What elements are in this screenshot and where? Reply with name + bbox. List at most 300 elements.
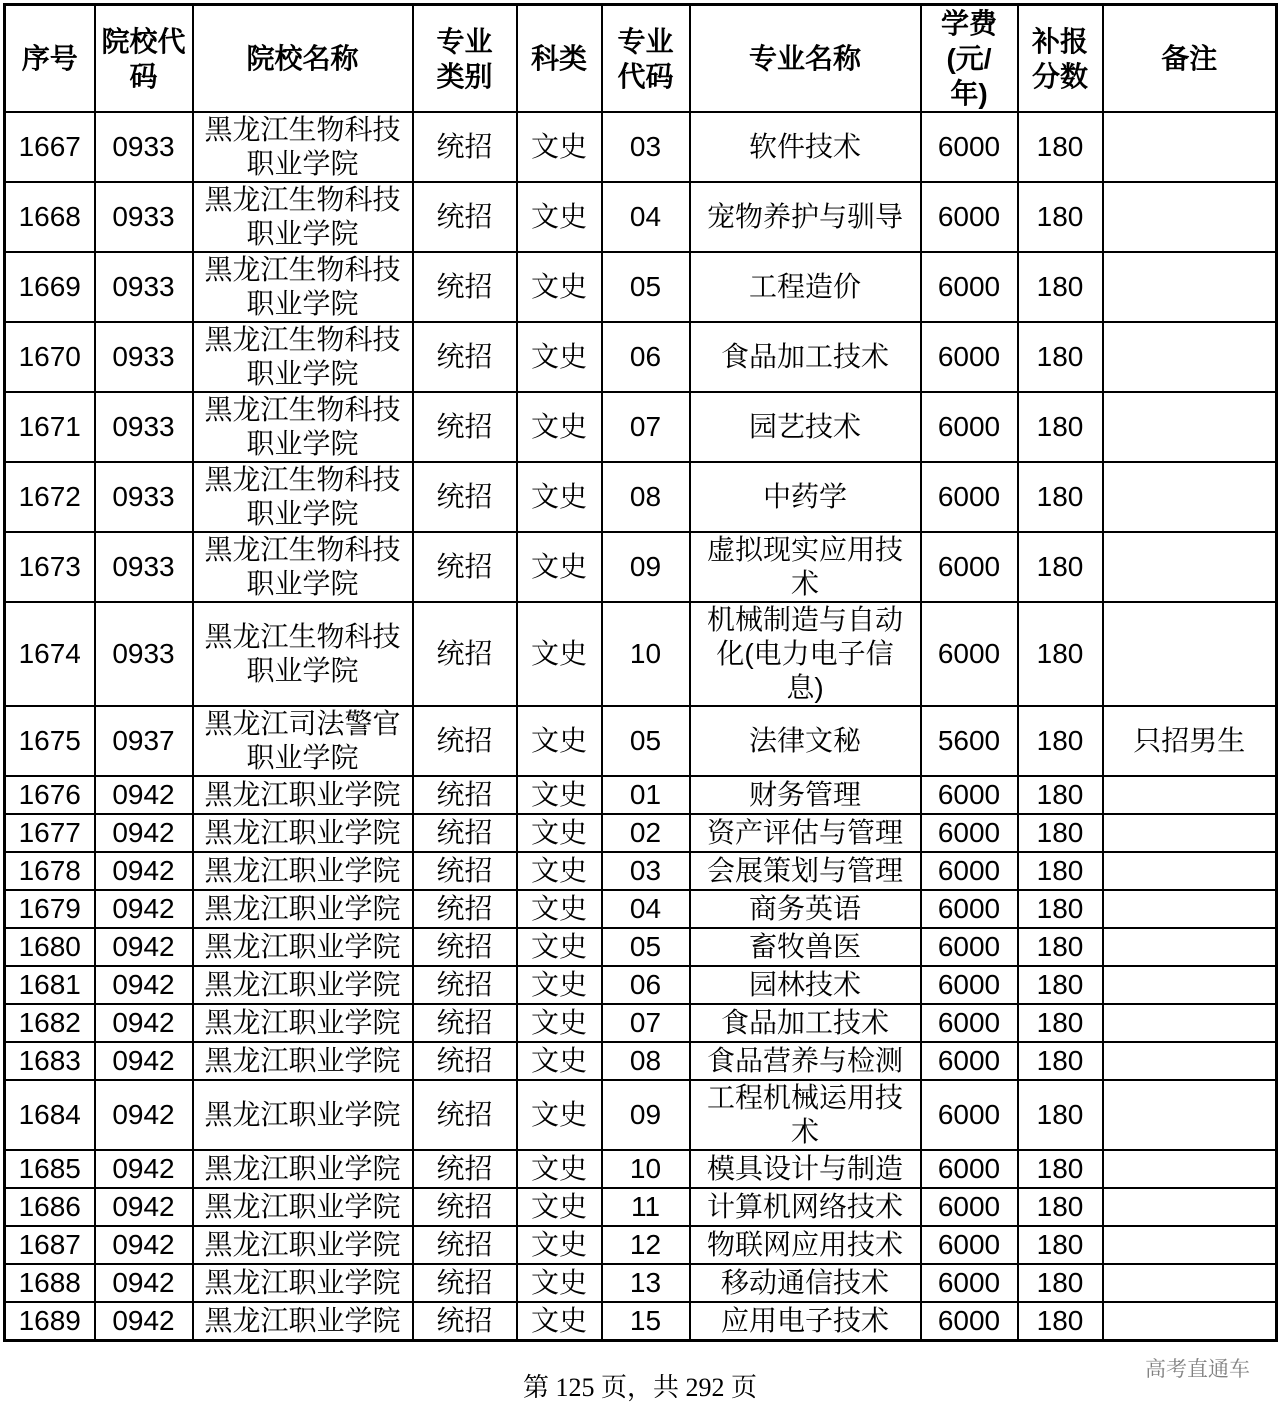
cell-score: 180 — [1018, 1042, 1103, 1080]
cell-school-name — [193, 1080, 413, 1150]
cell-tuition: 6000 — [921, 814, 1018, 852]
header-subject: 科类 — [517, 5, 602, 113]
cell-school-name-text: 黑龙江职业学院 — [204, 779, 401, 810]
cell-score: 180 — [1018, 392, 1103, 462]
cell-note — [1103, 814, 1277, 852]
cell-subject: 文史 — [517, 814, 602, 852]
cell-score: 180 — [1018, 1264, 1103, 1302]
cell-school-code: 0942 — [95, 890, 193, 928]
cell-major-name — [690, 1042, 921, 1080]
cell-major-name-text: 畜牧兽医 — [748, 931, 861, 962]
cell-major-code: 08 — [602, 1042, 690, 1080]
cell-major-type: 统招 — [413, 1150, 517, 1188]
cell-note — [1103, 1264, 1277, 1302]
cell-major-name-text: 工程造价 — [748, 271, 861, 302]
table-body — [5, 112, 1277, 1341]
header-school-name: 院校名称 — [193, 5, 413, 113]
cell-score: 180 — [1018, 1150, 1103, 1188]
header-major-code: 专业 代码 — [602, 5, 690, 113]
cell-tuition: 6000 — [921, 602, 1018, 706]
cell-score: 180 — [1018, 1226, 1103, 1264]
cell-seq: 1685 — [5, 1150, 95, 1188]
header-major-name: 专业名称 — [690, 5, 921, 113]
cell-score: 180 — [1018, 1302, 1103, 1341]
cell-major-name-text: 财务管理 — [748, 779, 861, 810]
cell-major-name-text: 软件技术 — [748, 131, 861, 162]
watermark-text: 高考直通车 — [1145, 1357, 1250, 1381]
cell-major-name — [690, 252, 921, 322]
cell-note — [1103, 1188, 1277, 1226]
cell-score: 180 — [1018, 1004, 1103, 1042]
table-row — [5, 928, 1277, 966]
cell-major-name-text: 法律文秘 — [748, 725, 861, 756]
cell-major-type: 统招 — [413, 1042, 517, 1080]
cell-major-type: 统招 — [413, 1080, 517, 1150]
cell-school-name — [193, 1302, 413, 1341]
cell-subject: 文史 — [517, 890, 602, 928]
cell-school-name — [193, 1226, 413, 1264]
cell-school-name — [193, 928, 413, 966]
cell-major-name — [690, 532, 921, 602]
cell-school-name — [193, 776, 413, 814]
table-row — [5, 1042, 1277, 1080]
cell-major-name-text: 宠物养护与驯导 — [706, 201, 903, 232]
cell-tuition: 6000 — [921, 852, 1018, 890]
cell-tuition: 6000 — [921, 322, 1018, 392]
cell-seq: 1674 — [5, 602, 95, 706]
cell-subject: 文史 — [517, 1150, 602, 1188]
cell-score: 180 — [1018, 602, 1103, 706]
cell-school-name — [193, 462, 413, 532]
cell-tuition: 6000 — [921, 1004, 1018, 1042]
cell-seq: 1667 — [5, 112, 95, 182]
cell-seq: 1680 — [5, 928, 95, 966]
cell-school-code: 0933 — [95, 602, 193, 706]
cell-major-code: 07 — [602, 392, 690, 462]
cell-major-type: 统招 — [413, 532, 517, 602]
cell-school-name-text: 黑龙江职业学院 — [204, 893, 401, 924]
header-major-type: 专业 类别 — [413, 5, 517, 113]
table-row — [5, 182, 1277, 252]
cell-note — [1103, 112, 1277, 182]
cell-school-name-text: 黑龙江生物科技职业学院 — [204, 324, 401, 389]
cell-major-name — [690, 706, 921, 776]
cell-major-code: 09 — [602, 532, 690, 602]
cell-major-code: 03 — [602, 852, 690, 890]
table-row — [5, 1264, 1277, 1302]
cell-major-type: 统招 — [413, 252, 517, 322]
cell-tuition: 5600 — [921, 706, 1018, 776]
cell-major-name-text: 中药学 — [762, 481, 847, 512]
cell-school-name-text: 黑龙江生物科技职业学院 — [204, 464, 401, 529]
cell-major-code: 05 — [602, 706, 690, 776]
cell-school-name — [193, 392, 413, 462]
cell-tuition: 6000 — [921, 890, 1018, 928]
cell-school-code: 0942 — [95, 852, 193, 890]
cell-subject: 文史 — [517, 1264, 602, 1302]
cell-score: 180 — [1018, 776, 1103, 814]
cell-tuition: 6000 — [921, 392, 1018, 462]
cell-major-name-text: 计算机网络技术 — [706, 1191, 903, 1222]
cell-major-code: 10 — [602, 1150, 690, 1188]
cell-subject: 文史 — [517, 112, 602, 182]
cell-major-code: 11 — [602, 1188, 690, 1226]
cell-tuition: 6000 — [921, 1080, 1018, 1150]
cell-major-name — [690, 1004, 921, 1042]
cell-subject: 文史 — [517, 1188, 602, 1226]
table-header — [5, 5, 1277, 113]
cell-subject: 文史 — [517, 1004, 602, 1042]
cell-major-name — [690, 1188, 921, 1226]
cell-school-name — [193, 966, 413, 1004]
cell-tuition: 6000 — [921, 1150, 1018, 1188]
cell-seq: 1684 — [5, 1080, 95, 1150]
cell-note: 只招男生 — [1103, 706, 1277, 776]
cell-note — [1103, 890, 1277, 928]
cell-school-name-text: 黑龙江职业学院 — [204, 855, 401, 886]
cell-tuition: 6000 — [921, 776, 1018, 814]
cell-note — [1103, 1042, 1277, 1080]
cell-major-type: 统招 — [413, 928, 517, 966]
cell-note — [1103, 1004, 1277, 1042]
cell-major-name-text: 商务英语 — [748, 893, 861, 924]
cell-major-name-text: 食品加工技术 — [720, 1007, 889, 1038]
cell-major-name — [690, 602, 921, 706]
cell-subject: 文史 — [517, 1080, 602, 1150]
cell-major-type: 统招 — [413, 1264, 517, 1302]
cell-major-name — [690, 890, 921, 928]
cell-major-type: 统招 — [413, 966, 517, 1004]
cell-school-code: 0942 — [95, 1004, 193, 1042]
cell-school-name — [193, 890, 413, 928]
header-tuition: 学费 (元/ 年) — [921, 5, 1018, 113]
table-row — [5, 814, 1277, 852]
cell-school-name — [193, 532, 413, 602]
cell-major-name-text: 模具设计与制造 — [706, 1153, 903, 1184]
cell-major-code: 04 — [602, 890, 690, 928]
cell-subject: 文史 — [517, 602, 602, 706]
cell-major-name — [690, 776, 921, 814]
table-row — [5, 322, 1277, 392]
cell-tuition: 6000 — [921, 1042, 1018, 1080]
cell-score: 180 — [1018, 706, 1103, 776]
table-row — [5, 462, 1277, 532]
cell-seq: 1688 — [5, 1264, 95, 1302]
cell-school-code: 0942 — [95, 1150, 193, 1188]
cell-major-type: 统招 — [413, 1226, 517, 1264]
cell-school-code: 0942 — [95, 1264, 193, 1302]
cell-major-name — [690, 1226, 921, 1264]
cell-score: 180 — [1018, 1080, 1103, 1150]
cell-school-name-text: 黑龙江职业学院 — [204, 969, 401, 1000]
cell-seq: 1668 — [5, 182, 95, 252]
cell-school-name — [193, 252, 413, 322]
cell-major-name — [690, 392, 921, 462]
admission-table — [3, 3, 1278, 1342]
cell-school-code: 0937 — [95, 706, 193, 776]
cell-major-type: 统招 — [413, 392, 517, 462]
cell-seq: 1676 — [5, 776, 95, 814]
cell-major-code: 07 — [602, 1004, 690, 1042]
header-school-code: 院校代 码 — [95, 5, 193, 113]
table-row — [5, 966, 1277, 1004]
cell-major-name — [690, 928, 921, 966]
cell-score: 180 — [1018, 322, 1103, 392]
cell-school-name-text: 黑龙江职业学院 — [204, 1267, 401, 1298]
cell-seq: 1681 — [5, 966, 95, 1004]
cell-school-name-text: 黑龙江司法警官职业学院 — [204, 708, 401, 773]
cell-score: 180 — [1018, 852, 1103, 890]
cell-major-type: 统招 — [413, 1004, 517, 1042]
cell-major-type: 统招 — [413, 182, 517, 252]
cell-school-name-text: 黑龙江生物科技职业学院 — [204, 254, 401, 319]
cell-score: 180 — [1018, 252, 1103, 322]
cell-major-code: 10 — [602, 602, 690, 706]
cell-major-name — [690, 322, 921, 392]
cell-school-name-text: 黑龙江生物科技职业学院 — [204, 621, 401, 686]
cell-tuition: 6000 — [921, 1264, 1018, 1302]
cell-school-name-text: 黑龙江职业学院 — [204, 1045, 401, 1076]
cell-subject: 文史 — [517, 1042, 602, 1080]
cell-seq: 1687 — [5, 1226, 95, 1264]
cell-major-name — [690, 182, 921, 252]
cell-subject: 文史 — [517, 706, 602, 776]
cell-school-code: 0942 — [95, 966, 193, 1004]
cell-seq: 1679 — [5, 890, 95, 928]
cell-subject: 文史 — [517, 252, 602, 322]
header-note: 备注 — [1103, 5, 1277, 113]
header-seq: 序号 — [5, 5, 95, 113]
cell-school-code: 0942 — [95, 1302, 193, 1341]
table-row — [5, 392, 1277, 462]
cell-school-name — [193, 706, 413, 776]
cell-subject: 文史 — [517, 1302, 602, 1341]
cell-subject: 文史 — [517, 182, 602, 252]
cell-major-type: 统招 — [413, 890, 517, 928]
cell-subject: 文史 — [517, 322, 602, 392]
table-row — [5, 890, 1277, 928]
cell-major-name-text: 资产评估与管理 — [706, 817, 903, 848]
cell-major-name — [690, 852, 921, 890]
cell-major-name-text: 园林技术 — [748, 969, 861, 1000]
cell-seq: 1675 — [5, 706, 95, 776]
cell-note — [1103, 392, 1277, 462]
cell-note — [1103, 182, 1277, 252]
cell-major-type: 统招 — [413, 112, 517, 182]
cell-school-name — [193, 852, 413, 890]
cell-school-name — [193, 602, 413, 706]
cell-seq: 1677 — [5, 814, 95, 852]
cell-score: 180 — [1018, 182, 1103, 252]
cell-note — [1103, 776, 1277, 814]
cell-school-code: 0933 — [95, 252, 193, 322]
cell-school-code: 0942 — [95, 1042, 193, 1080]
table-row — [5, 776, 1277, 814]
cell-school-name — [193, 1150, 413, 1188]
cell-school-code: 0933 — [95, 182, 193, 252]
cell-major-code: 13 — [602, 1264, 690, 1302]
cell-note — [1103, 602, 1277, 706]
cell-subject: 文史 — [517, 966, 602, 1004]
table-row — [5, 1302, 1277, 1341]
cell-school-code: 0942 — [95, 1080, 193, 1150]
cell-school-name-text: 黑龙江职业学院 — [204, 1229, 401, 1260]
cell-note — [1103, 852, 1277, 890]
header-score: 补报 分数 — [1018, 5, 1103, 113]
cell-major-code: 09 — [602, 1080, 690, 1150]
cell-major-code: 05 — [602, 928, 690, 966]
cell-school-name — [193, 1042, 413, 1080]
cell-score: 180 — [1018, 462, 1103, 532]
cell-school-name — [193, 112, 413, 182]
cell-note — [1103, 1150, 1277, 1188]
cell-score: 180 — [1018, 814, 1103, 852]
cell-school-code: 0942 — [95, 776, 193, 814]
cell-major-code: 01 — [602, 776, 690, 814]
cell-school-code: 0933 — [95, 392, 193, 462]
cell-major-name-text: 机械制造与自动化(电力电子信息) — [706, 604, 903, 703]
cell-seq: 1672 — [5, 462, 95, 532]
cell-school-code: 0942 — [95, 814, 193, 852]
table-row — [5, 1226, 1277, 1264]
cell-subject: 文史 — [517, 776, 602, 814]
cell-tuition: 6000 — [921, 182, 1018, 252]
cell-major-name-text: 食品加工技术 — [720, 341, 889, 372]
cell-tuition: 6000 — [921, 928, 1018, 966]
table-row — [5, 1188, 1277, 1226]
cell-seq: 1686 — [5, 1188, 95, 1226]
cell-note — [1103, 1080, 1277, 1150]
cell-note — [1103, 532, 1277, 602]
cell-school-code: 0933 — [95, 112, 193, 182]
cell-school-code: 0933 — [95, 322, 193, 392]
cell-major-type: 统招 — [413, 814, 517, 852]
cell-school-code: 0942 — [95, 928, 193, 966]
cell-note — [1103, 1302, 1277, 1341]
cell-subject: 文史 — [517, 462, 602, 532]
cell-score: 180 — [1018, 890, 1103, 928]
cell-major-type: 统招 — [413, 852, 517, 890]
cell-major-code: 12 — [602, 1226, 690, 1264]
cell-major-name-text: 会展策划与管理 — [706, 855, 903, 886]
cell-seq: 1673 — [5, 532, 95, 602]
cell-subject: 文史 — [517, 852, 602, 890]
cell-note — [1103, 928, 1277, 966]
cell-score: 180 — [1018, 1188, 1103, 1226]
table-row — [5, 532, 1277, 602]
cell-seq: 1671 — [5, 392, 95, 462]
cell-major-type: 统招 — [413, 776, 517, 814]
cell-school-name-text: 黑龙江生物科技职业学院 — [204, 184, 401, 249]
cell-school-code: 0942 — [95, 1226, 193, 1264]
cell-school-name — [193, 1264, 413, 1302]
cell-school-name — [193, 1004, 413, 1042]
cell-tuition: 6000 — [921, 112, 1018, 182]
table-row — [5, 852, 1277, 890]
cell-school-name-text: 黑龙江生物科技职业学院 — [204, 394, 401, 459]
table-row — [5, 112, 1277, 182]
cell-note — [1103, 322, 1277, 392]
cell-tuition: 6000 — [921, 1302, 1018, 1341]
cell-major-name — [690, 462, 921, 532]
cell-major-name-text: 工程机械运用技术 — [706, 1082, 903, 1147]
cell-note — [1103, 462, 1277, 532]
cell-major-type: 统招 — [413, 1302, 517, 1341]
cell-school-name-text: 黑龙江职业学院 — [204, 1153, 401, 1184]
cell-score: 180 — [1018, 112, 1103, 182]
cell-school-code: 0933 — [95, 532, 193, 602]
cell-score: 180 — [1018, 966, 1103, 1004]
cell-tuition: 6000 — [921, 966, 1018, 1004]
cell-seq: 1682 — [5, 1004, 95, 1042]
cell-subject: 文史 — [517, 1226, 602, 1264]
cell-seq: 1683 — [5, 1042, 95, 1080]
cell-school-name — [193, 814, 413, 852]
cell-major-type: 统招 — [413, 1188, 517, 1226]
cell-tuition: 6000 — [921, 532, 1018, 602]
cell-school-name-text: 黑龙江生物科技职业学院 — [204, 534, 401, 599]
cell-tuition: 6000 — [921, 1188, 1018, 1226]
cell-major-name — [690, 1264, 921, 1302]
cell-school-code: 0942 — [95, 1188, 193, 1226]
page-number-footer: 第 125 页，共 292 页 — [522, 1373, 757, 1402]
cell-major-name — [690, 1080, 921, 1150]
cell-school-name-text: 黑龙江职业学院 — [204, 1007, 401, 1038]
cell-major-name-text: 园艺技术 — [748, 411, 861, 442]
cell-note — [1103, 252, 1277, 322]
cell-note — [1103, 1226, 1277, 1264]
cell-subject: 文史 — [517, 392, 602, 462]
cell-school-name — [193, 182, 413, 252]
cell-major-name — [690, 814, 921, 852]
cell-school-name — [193, 1188, 413, 1226]
cell-school-name-text: 黑龙江生物科技职业学院 — [204, 114, 401, 179]
cell-note — [1103, 966, 1277, 1004]
table-row — [5, 602, 1277, 706]
cell-major-code: 04 — [602, 182, 690, 252]
cell-subject: 文史 — [517, 928, 602, 966]
table-row — [5, 1004, 1277, 1042]
table-row — [5, 1150, 1277, 1188]
cell-major-code: 02 — [602, 814, 690, 852]
cell-major-name — [690, 966, 921, 1004]
cell-major-name-text: 虚拟现实应用技术 — [706, 534, 903, 599]
cell-major-name-text: 物联网应用技术 — [706, 1229, 903, 1260]
cell-seq: 1689 — [5, 1302, 95, 1341]
cell-seq: 1670 — [5, 322, 95, 392]
table-row — [5, 252, 1277, 322]
cell-major-name — [690, 112, 921, 182]
cell-school-code: 0933 — [95, 462, 193, 532]
header-row — [5, 5, 1277, 113]
cell-school-name-text: 黑龙江职业学院 — [204, 1305, 401, 1336]
cell-subject: 文史 — [517, 532, 602, 602]
cell-major-code: 06 — [602, 966, 690, 1004]
cell-major-type: 统招 — [413, 706, 517, 776]
cell-major-type: 统招 — [413, 322, 517, 392]
cell-major-code: 06 — [602, 322, 690, 392]
cell-tuition: 6000 — [921, 252, 1018, 322]
table-row — [5, 1080, 1277, 1150]
cell-seq: 1678 — [5, 852, 95, 890]
cell-major-name-text: 食品营养与检测 — [706, 1045, 903, 1076]
table-row — [5, 706, 1277, 776]
cell-school-name-text: 黑龙江职业学院 — [204, 1099, 401, 1130]
cell-tuition: 6000 — [921, 1226, 1018, 1264]
cell-major-code: 15 — [602, 1302, 690, 1341]
cell-major-code: 08 — [602, 462, 690, 532]
cell-major-name — [690, 1150, 921, 1188]
